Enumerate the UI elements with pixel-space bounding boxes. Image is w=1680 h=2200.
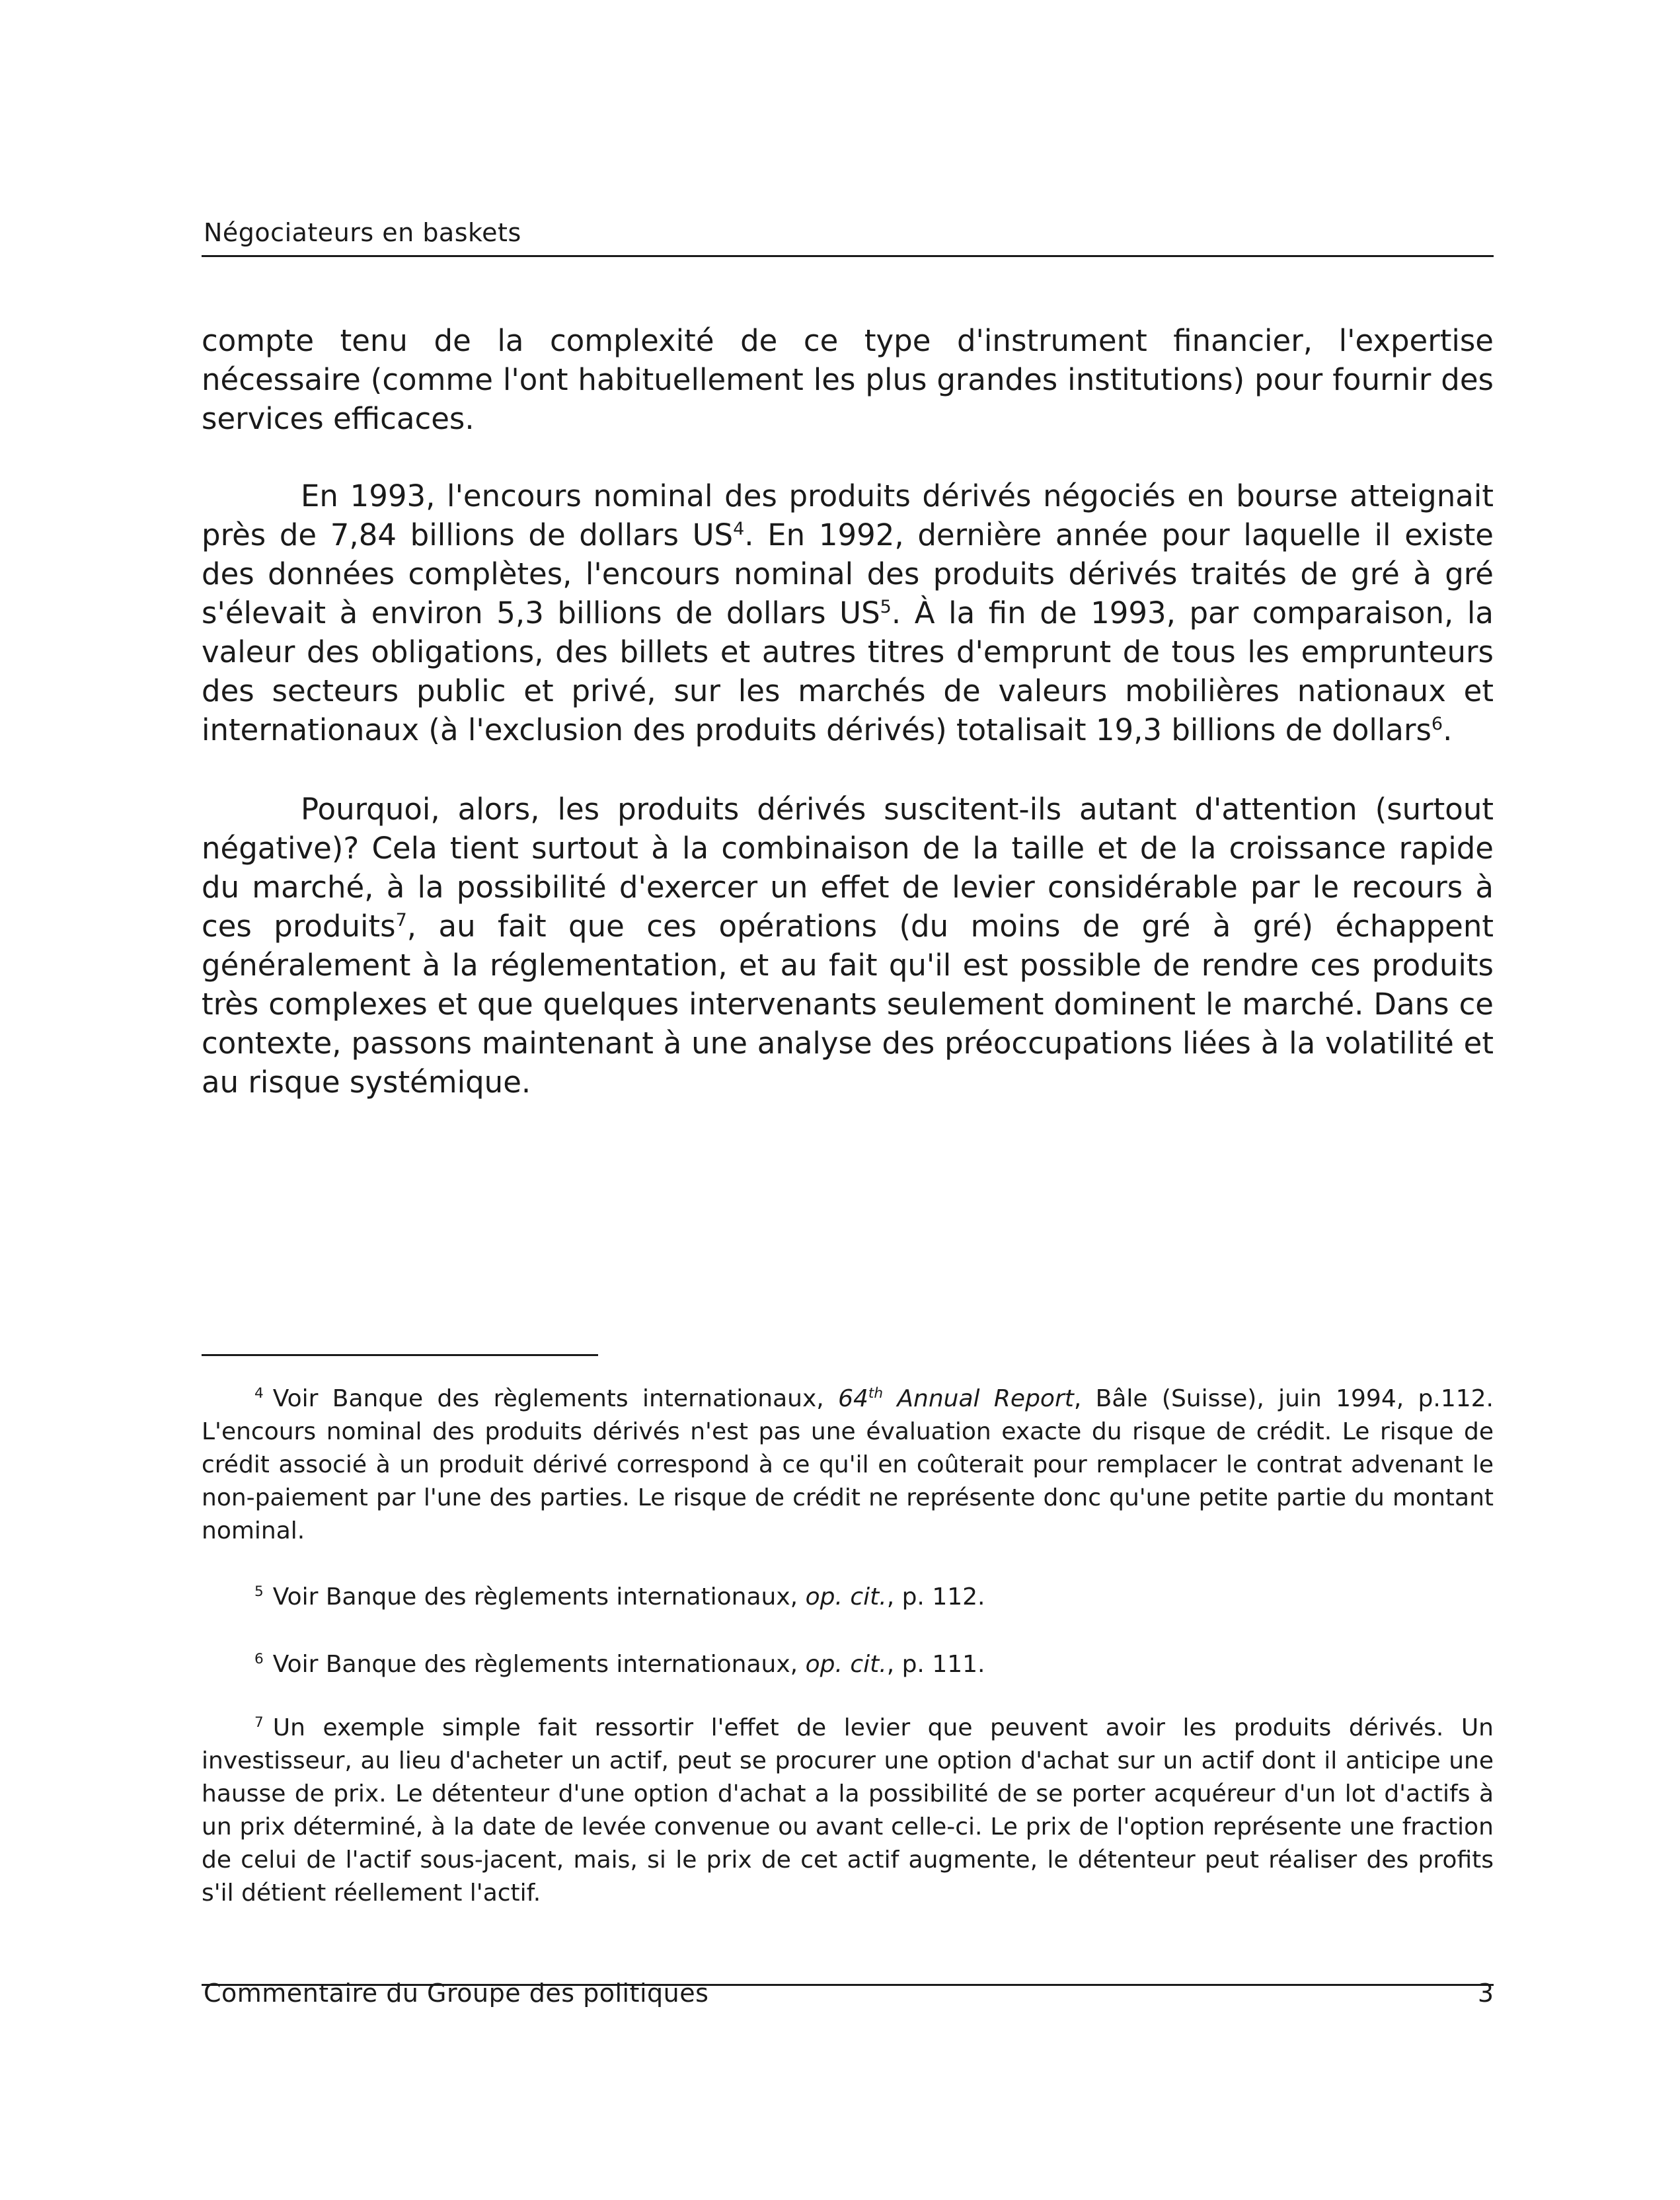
footnote-7: $^7$ Un exemple simple fait ressortir l'effet de levier que peuvent avoir les produits dérivés. Un investisseur, au lieu d'acheter un actif, peut se procurer une option d'achat sur un actif dont il anticipe une hausse de prix. Le détenteur d'une option d'achat a la possibilité de se porter acquéreur d'un lot d'actifs à un prix déterminé, à la date de levée convenue ou avant celle-ci. Le prix de l'option représente une fraction de celui de l'actif sous-jacent, mais, si le prix de cet actif augmente, le détenteur peut réaliser des profits s'il détient réellement l'actif. [202,1714,1494,1907]
footnote-4-italic-b: Annual Report [883,1385,1074,1412]
footnote-ref-4: 4 [733,519,745,539]
page-number: 3 [1477,1979,1494,2008]
paragraph-2 [202,476,1494,749]
footnote-4-text-a: Voir Banque des règlements internationaux, [272,1385,839,1412]
paragraph-3 [202,790,1494,1102]
footnote-5-italic: op. cit. [805,1583,887,1611]
footnote-5: $^5$ Voir Banque des règlements internationaux, op. cit., p. 112. [254,1583,985,1611]
running-header: Négociateurs en baskets [204,218,521,247]
paragraph-2-text-a: En 1993, l'encours nominal des produits dérivés négociés en bourse atteignait près de 7,84 billions de dollars US [202,478,1494,552]
footnote-ref-7: 7 [395,910,407,930]
footnote-4: $^4$ Voir Banque des règlements internationaux, 64th Annual Report, Bâle (Suisse), juin 1994, p.112. L'encours nominal des produits dérivés n'est pas une évaluation exacte du risque de crédit. Le risque de crédit associé à un produit dérivé correspond à ce qu'il en coûterait pour remplacer le contrat advenant le non-paiement par l'une des parties. Le risque de crédit ne représente donc qu'une petite partie du montant nominal. [202,1385,1494,1544]
footnote-ref-5: 5 [880,597,892,617]
footnote-ref-6: 6 [1431,714,1443,734]
footnote-6-text-a: Voir Banque des règlements internationaux, [272,1651,806,1678]
footnote-5-text-b: , p. 112. [886,1583,985,1611]
running-footer: Commentaire du Groupe des politiques [204,1979,709,2008]
footnote-7-text: Un exemple simple fait ressortir l'effet de levier que peuvent avoir les produits dérivés. Un investisseur, au lieu d'acheter un actif, peut se procurer une option d'achat sur un actif dont il anticipe une hausse de prix. Le détenteur d'une option d'achat a la possibilité de se porter acquéreur d'un lot d'actifs à un prix déterminé, à la date de levée convenue ou avant celle-ci. Le prix de l'option représente une fraction de celui de l'actif sous-jacent, mais, si le prix de cet actif augmente, le détenteur peut réaliser des profits s'il détient réellement l'actif. [202,1714,1494,1907]
paragraph-2-text-d: . [1443,712,1453,747]
footnote-6: $^6$ Voir Banque des règlements internationaux, op. cit., p. 111. [254,1651,985,1678]
footnote-separator [202,1354,598,1356]
header-rule [202,255,1494,257]
footnote-4-italic-sup: th [868,1385,884,1402]
paragraph-3-text-a: Pourquoi, alors, les produits dérivés suscitent-ils autant d'attention (surtout négative)? Cela tient surtout à la combinaison de la taille et de la croissance rapide du marché, à la possibilité d'exercer un effet de levier considérable par le recours à ces produits [202,792,1494,944]
paragraph-1: compte tenu de la complexité de ce type d'instrument financier, l'expertise nécessaire (comme l'ont habituellement les plus grandes institutions) pour fournir des services efficaces. [202,323,1494,436]
footnote-6-italic: op. cit. [805,1651,887,1678]
footnote-4-italic-a: 64 [838,1385,868,1412]
footnote-4-report-title [838,1385,1074,1412]
footnote-6-text-b: , p. 111. [886,1651,985,1678]
footnote-5-text-a: Voir Banque des règlements internationaux, [272,1583,806,1611]
paragraph-2-text-c: . À la fin de 1993, par comparaison, la valeur des obligations, des billets et autres titres d'emprunt de tous les emprunteurs des secteurs public et privé, sur les marchés de valeurs mobilières nationaux et internationaux (à l'exclusion des produits dérivés) totalisait 19,3 billions de dollars [202,595,1494,747]
paragraph-3-text-b: , au fait que ces opérations (du moins de gré à gré) échappent généralement à la réglementation, et au fait qu'il est possible de rendre ces produits très complexes et que quelques intervenants seulement dominent le marché. Dans ce contexte, passons maintenant à une analyse des préoccupations liées à la volatilité et au risque systémique. [202,909,1494,1100]
paragraph-2-text-b: . En 1992, dernière année pour laquelle il existe des données complètes, l'encours nominal des produits dérivés traités de gré à gré s'élevait à environ 5,3 billions de dollars US [202,517,1494,630]
footnote-4-text-b: , Bâle (Suisse), juin 1994, p.112. L'encours nominal des produits dérivés n'est pas une évaluation exacte du risque de crédit. Le risque de crédit associé à un produit dérivé correspond à ce qu'il en coûterait pour remplacer le contrat advenant le non-paiement par l'une des parties. Le risque de crédit ne représente donc qu'une petite partie du montant nominal. [202,1385,1494,1544]
